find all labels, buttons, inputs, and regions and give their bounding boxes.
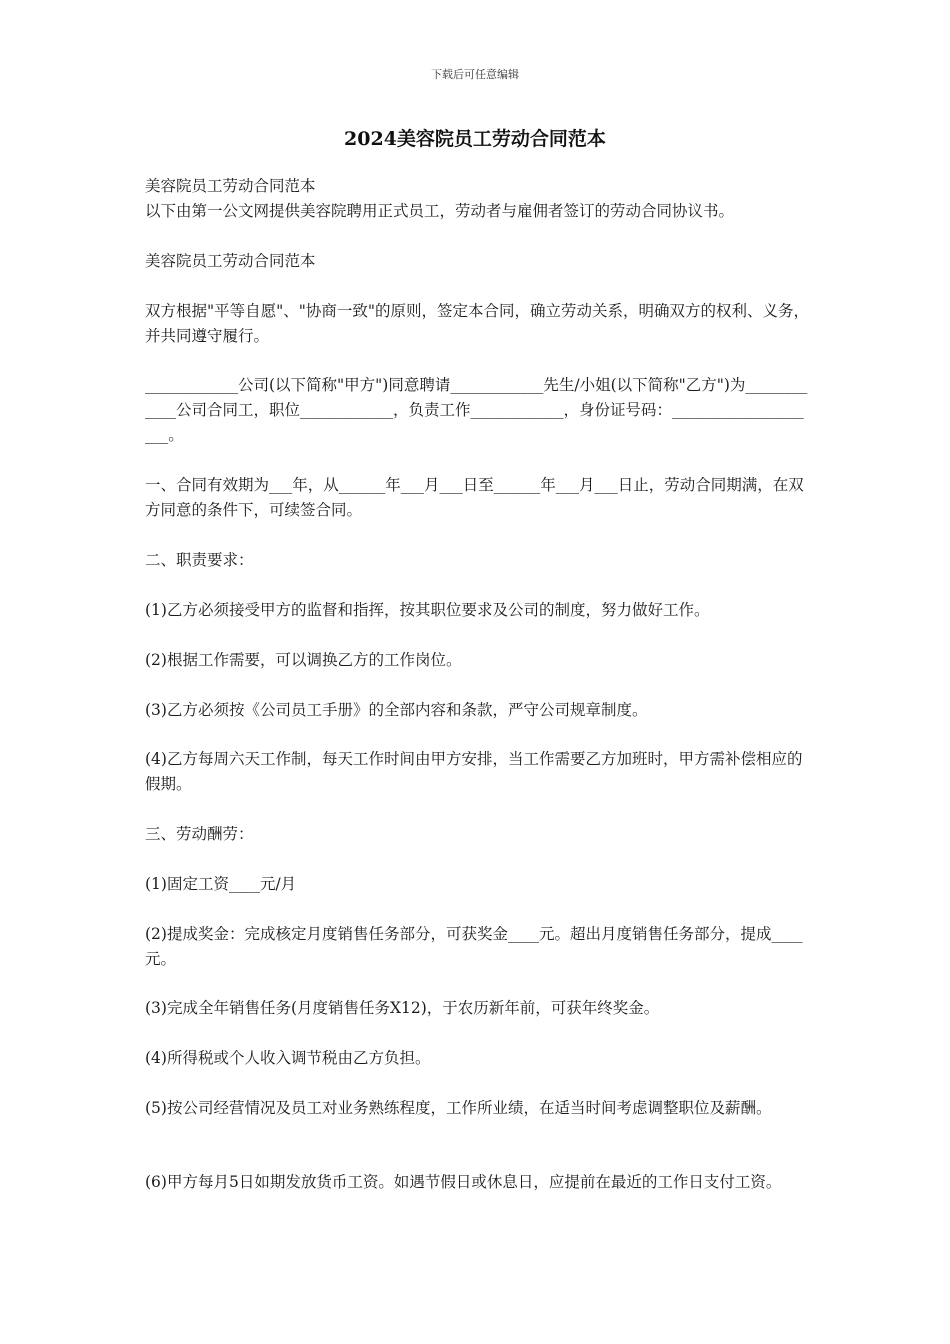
pay-item-3: (3)完成全年销售任务(月度销售任务X12)，于农历新年前，可获年终奖金。 xyxy=(145,999,660,1017)
section-heading-duties: 二、职责要求： xyxy=(145,551,254,569)
pay-item-5: (5)按公司经营情况及员工对业务熟练程度，工作所业绩，在适当时间考虑调整职位及薪酬。 xyxy=(145,1099,772,1117)
pay-item-2: (2)提成奖金：完成核定月度销售任务部分，可获奖金____元。超出月度销售任务部分，提成____元。 xyxy=(145,925,803,968)
document-title: 2024美容院员工劳动合同范本 xyxy=(344,128,606,150)
paragraph-parties: ____________公司(以下简称"甲方")同意聘请____________先生/小姐(以下简称"乙方")为____________公司合同工，职位____________，负责工作____________，身份证号码：____________________。 xyxy=(145,376,808,444)
paragraph-subtitle: 美容院员工劳动合同范本 xyxy=(145,252,316,270)
duty-item-4: (4)乙方每周六天工作制，每天工作时间由甲方安排，当工作需要乙方加班时，甲方需补偿相应的假期。 xyxy=(145,750,803,793)
duty-item-3: (3)乙方必须按《公司员工手册》的全部内容和条款，严守公司规章制度。 xyxy=(145,701,648,719)
header-note: 下载后可任意编辑 xyxy=(431,68,519,81)
paragraph-intro: 美容院员工劳动合同范本 以下由第一公文网提供美容院聘用正式员工，劳动者与雇佣者签订的劳动合同协议书。 xyxy=(145,177,735,220)
paragraph-principle: 双方根据"平等自愿"、"协商一致"的原则，签定本合同，确立劳动关系，明确双方的权利、义务，并共同遵守履行。 xyxy=(145,302,810,345)
paragraph-term: 一、合同有效期为___年，从______年___月___日至______年___月___日止，劳动合同期满，在双方同意的条件下，可续签合同。 xyxy=(145,476,804,519)
section-heading-pay: 三、劳动酬劳： xyxy=(145,825,254,843)
pay-item-4: (4)所得税或个人收入调节税由乙方负担。 xyxy=(145,1049,431,1067)
pay-item-6: (6)甲方每月5日如期发放货币工资。如遇节假日或休息日，应提前在最近的工作日支付工资。 xyxy=(145,1173,782,1191)
duty-item-2: (2)根据工作需要，可以调换乙方的工作岗位。 xyxy=(145,651,462,669)
duty-item-1: (1)乙方必须接受甲方的监督和指挥，按其职位要求及公司的制度，努力做好工作。 xyxy=(145,601,710,619)
pay-item-1: (1)固定工资____元/月 xyxy=(145,875,297,893)
